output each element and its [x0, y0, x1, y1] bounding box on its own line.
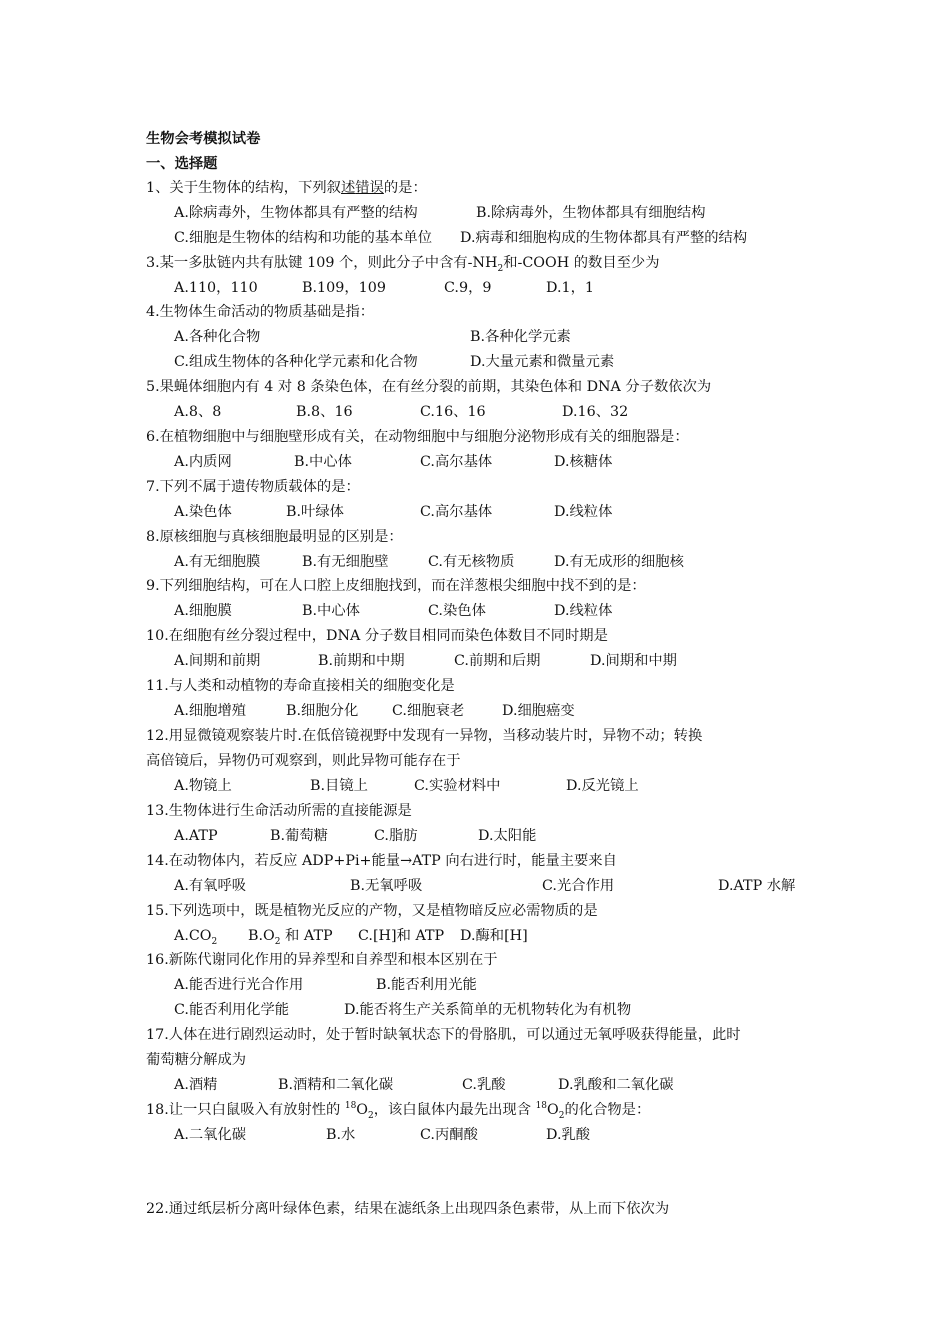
- q12-option-d: D.反光镜上: [566, 778, 639, 794]
- q6-option-c: C.高尔基体: [420, 454, 493, 470]
- section-heading: 一、选择题: [146, 156, 218, 172]
- q14-option-b: B.无氧呼吸: [350, 878, 423, 894]
- q9-option-d: D.线粒体: [554, 603, 613, 619]
- q7-option-a: A.染色体: [174, 504, 232, 520]
- q18-option-a: A.二氧化碳: [174, 1127, 247, 1143]
- question-5-stem: 5.果蝇体细胞内有 4 对 8 条染色体，在有丝分裂的前期，其染色体和 DNA 分子数依次为: [146, 379, 712, 395]
- q4-option-a: A.各种化合物: [174, 329, 261, 345]
- q6-option-a: A.内质网: [174, 454, 232, 470]
- q15-option-b: $B.O_2$ 和 ATP: [248, 928, 333, 947]
- question-16-stem: 16.新陈代谢同化作用的异养型和自养型和根本区别在于: [146, 952, 498, 968]
- question-17-stem-line1: 17.人体在进行剧烈运动时，处于暂时缺氧状态下的骨胳肌，可以通过无氧呼吸获得能量，此时: [146, 1027, 741, 1043]
- q14-option-d: D.ATP 水解: [718, 878, 796, 894]
- q5-option-a: A.8、8: [174, 404, 222, 420]
- q18-option-d: D.乳酸: [546, 1127, 591, 1143]
- q1-option-c: C.细胞是生物体的结构和功能的基本单位: [174, 230, 433, 246]
- q3-option-c: C.9，9: [444, 280, 492, 296]
- q5-option-b: B.8、16: [296, 404, 353, 420]
- q1-option-b: B.除病毒外，生物体都具有细胞结构: [476, 205, 706, 221]
- question-13-stem: 13.生物体进行生命活动所需的直接能源是: [146, 803, 412, 819]
- q4-option-d: D.大量元素和微量元素: [470, 354, 615, 370]
- q18-option-c: C.丙酮酸: [420, 1127, 478, 1143]
- q10-option-d: D.间期和中期: [590, 653, 677, 669]
- q8-option-b: B.有无细胞壁: [302, 554, 389, 570]
- q3-option-b: B.109，109: [302, 280, 386, 296]
- q16-option-b: B.能否利用光能: [376, 977, 477, 993]
- exam-title: 生物会考模拟试卷: [146, 131, 261, 147]
- q11-option-d: D.细胞癌变: [502, 703, 575, 719]
- q3-option-d: D.1，1: [546, 280, 594, 296]
- q16-option-c: C.能否利用化学能: [174, 1002, 290, 1018]
- q12-option-b: B.目镜上: [310, 778, 368, 794]
- question-12-stem-line1: 12.用显微镜观察装片时.在低倍镜视野中发现有一异物，当移动装片时，异物不动；转换: [146, 728, 703, 744]
- q12-option-a: A.物镜上: [174, 778, 232, 794]
- question-1-stem: 1、关于生物体的结构，下列叙述错误的是：: [146, 180, 427, 196]
- q6-option-d: D.核糖体: [554, 454, 613, 470]
- q3-option-a: A.110，110: [174, 280, 258, 296]
- q10-option-a: A.间期和前期: [174, 653, 261, 669]
- q13-option-a: A.ATP: [174, 828, 218, 844]
- q18-option-b: B.水: [326, 1127, 356, 1143]
- q13-option-c: C.脂肪: [374, 828, 418, 844]
- q17-option-d: D.乳酸和二氧化碳: [558, 1077, 674, 1093]
- question-7-stem: 7.下列不属于遗传物质载体的是：: [146, 479, 360, 495]
- q7-option-c: C.高尔基体: [420, 504, 493, 520]
- q1-option-a: A.除病毒外，生物体都具有严整的结构: [174, 205, 418, 221]
- question-10-stem: 10.在细胞有丝分裂过程中，DNA 分子数目相同而染色体数目不同时期是: [146, 628, 608, 644]
- q9-option-a: A.细胞膜: [174, 603, 232, 619]
- question-18-stem: 18.让一只白鼠吸入有放射性的 $^{18}O_2$，该白鼠体内最先出现含 $^{18}O_2$的化合物是：: [146, 1101, 651, 1121]
- q10-option-b: B.前期和中期: [318, 653, 405, 669]
- q15-option-c: C.[H]和 ATP: [358, 928, 445, 944]
- question-6-stem: 6.在植物细胞中与细胞壁形成有关，在动物细胞中与细胞分泌物形成有关的细胞器是：: [146, 429, 689, 445]
- q11-option-a: A.细胞增殖: [174, 703, 247, 719]
- q17-option-b: B.酒精和二氧化碳: [278, 1077, 394, 1093]
- q5-option-d: D.16、32: [562, 404, 629, 420]
- q9-option-b: B.中心体: [302, 603, 360, 619]
- question-12-stem-line2: 高倍镜后，异物仍可观察到，则此异物可能存在于: [146, 753, 461, 769]
- q9-option-c: C.染色体: [428, 603, 486, 619]
- q7-option-b: B.叶绿体: [286, 504, 344, 520]
- q17-option-c: C.乳酸: [462, 1077, 506, 1093]
- q7-option-d: D.线粒体: [554, 504, 613, 520]
- q14-option-a: A.有氧呼吸: [174, 878, 247, 894]
- q4-option-c: C.组成生物体的各种化学元素和化合物: [174, 354, 418, 370]
- q17-option-a: A.酒精: [174, 1077, 218, 1093]
- q8-option-d: D.有无成形的细胞核: [554, 554, 684, 570]
- q8-option-a: A.有无细胞膜: [174, 554, 261, 570]
- q14-option-c: C.光合作用: [542, 878, 615, 894]
- q16-option-a: A.能否进行光合作用: [174, 977, 304, 993]
- q15-option-d: D.酶和[H]: [460, 928, 528, 944]
- q13-option-b: B.葡萄糖: [270, 828, 328, 844]
- q4-option-b: B.各种化学元素: [470, 329, 571, 345]
- q11-option-c: C.细胞衰老: [392, 703, 465, 719]
- question-4-stem: 4.生物体生命活动的物质基础是指：: [146, 304, 375, 320]
- q5-option-c: C.16、16: [420, 404, 486, 420]
- question-17-stem-line2: 葡萄糖分解成为: [146, 1052, 247, 1068]
- q11-option-b: B.细胞分化: [286, 703, 359, 719]
- question-22-stem: 22.通过纸层析分离叶绿体色素，结果在滤纸条上出现四条色素带，从上而下依次为: [146, 1201, 670, 1217]
- question-3-stem: 3.某一多肽链内共有肽键 109 个，则此分子中含有$-NH_2$和-COOH 的数目至少为: [146, 255, 660, 274]
- question-14-stem: 14.在动物体内，若反应 ADP+Pi+能量→ATP 向右进行时，能量主要来自: [146, 853, 617, 869]
- q12-option-c: C.实验材料中: [414, 778, 501, 794]
- question-8-stem: 8.原核细胞与真核细胞最明显的区别是：: [146, 529, 403, 545]
- q16-option-d: D.能否将生产关系简单的无机物转化为有机物: [344, 1002, 632, 1018]
- q8-option-c: C.有无核物质: [428, 554, 515, 570]
- q1-option-d: D.病毒和细胞构成的生物体都具有严整的结构: [460, 230, 748, 246]
- q15-option-a: $A.CO_2$: [174, 928, 218, 947]
- q13-option-d: D.太阳能: [478, 828, 537, 844]
- q6-option-b: B.中心体: [294, 454, 352, 470]
- question-15-stem: 15.下列选项中，既是植物光反应的产物，又是植物暗反应必需物质的是: [146, 903, 598, 919]
- question-9-stem: 9.下列细胞结构，可在人口腔上皮细胞找到，而在洋葱根尖细胞中找不到的是：: [146, 578, 646, 594]
- q10-option-c: C.前期和后期: [454, 653, 541, 669]
- question-11-stem: 11.与人类和动植物的寿命直接相关的细胞变化是: [146, 678, 455, 694]
